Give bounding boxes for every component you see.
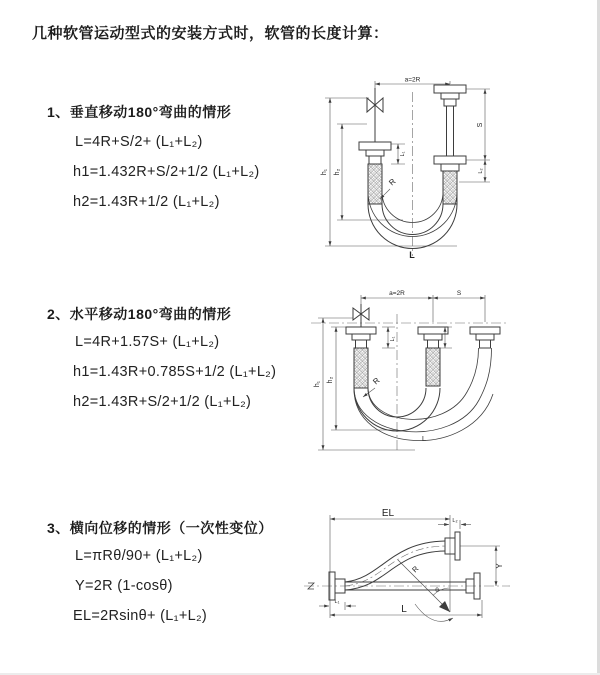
- dim-label-l1: L₁: [334, 599, 340, 605]
- section-1-heading: 1、垂直移动180°弯曲的情形: [47, 104, 232, 120]
- dim-label-h2: h₂: [327, 376, 334, 384]
- flange: [470, 327, 500, 334]
- formula-line: EL=2Rsinθ+ (L₁+L₂): [73, 608, 208, 624]
- dim-label-span: a=2R: [404, 76, 421, 84]
- dim-label-span: a=2R: [389, 290, 405, 297]
- formula-line: L=4R+1.57S+ (L₁+L₂): [75, 334, 220, 350]
- diagram-horizontal-bend: [303, 282, 565, 464]
- hose-arc: [354, 388, 493, 441]
- hose-arc: [368, 348, 479, 419]
- dim-label-l1: L₁: [390, 336, 396, 342]
- braided-section: [443, 171, 457, 204]
- dim-label-h1: h₁: [314, 380, 321, 388]
- diagram-vertical-bend: [303, 68, 543, 260]
- section-3-heading: 3、横向位移的情形（一次性变位）: [47, 520, 273, 536]
- flange: [346, 327, 376, 334]
- flange: [359, 142, 391, 150]
- radius-label: R: [387, 176, 398, 188]
- hose-curve: [345, 551, 445, 590]
- dim-label-h1: h₁: [321, 168, 328, 176]
- flange: [434, 85, 466, 93]
- braided-section: [354, 348, 368, 388]
- flange: [418, 327, 448, 334]
- formula-line: L=πRθ/90+ (L₁+L₂): [75, 548, 203, 564]
- dimension-lines: [318, 295, 485, 450]
- radius-label: R: [410, 564, 421, 575]
- length-label: L: [422, 436, 426, 443]
- flange: [434, 156, 466, 164]
- dim-label-l2: L₂: [478, 168, 484, 174]
- hose-assembly: [346, 304, 500, 441]
- dim-label-h2: h₂: [334, 168, 341, 176]
- formula-line: Y=2R (1-cosθ): [75, 578, 173, 594]
- dim-label-el: EL: [381, 508, 395, 519]
- dim-label-y: Y: [495, 563, 504, 569]
- dim-label-travel: S: [456, 290, 462, 297]
- hose-arc: [354, 348, 492, 432]
- formula-line: h2=1.43R+1/2 (L₁+L₂): [73, 194, 220, 210]
- formula-line: h1=1.43R+0.785S+1/2 (L₁+L₂): [73, 364, 277, 380]
- dim-label-l2: L₂: [452, 518, 458, 524]
- braided-section: [426, 348, 440, 386]
- length-label: L: [401, 604, 407, 615]
- length-label: L: [409, 250, 415, 260]
- dim-label-s: S: [477, 122, 484, 128]
- formula-line: h1=1.432R+S/2+1/2 (L₁+L₂): [73, 164, 260, 180]
- flange: [455, 532, 460, 560]
- dim-label-l1: L₁: [400, 151, 406, 157]
- section-2-heading: 2、水平移动180°弯曲的情形: [47, 306, 232, 322]
- page-title: 几种软管运动型式的安装方式时，软管的长度计算：: [32, 25, 389, 42]
- diagram-lateral-displacement: [298, 502, 528, 642]
- braided-section: [368, 164, 382, 204]
- hose-curve: [345, 541, 445, 582]
- formula-line: L=4R+S/2+ (L₁+L₂): [75, 134, 203, 150]
- radius-label: R: [371, 375, 382, 387]
- formula-line: h2=1.43R+S/2+1/2 (L₁+L₂): [73, 394, 252, 410]
- theta-label: θ: [435, 587, 439, 594]
